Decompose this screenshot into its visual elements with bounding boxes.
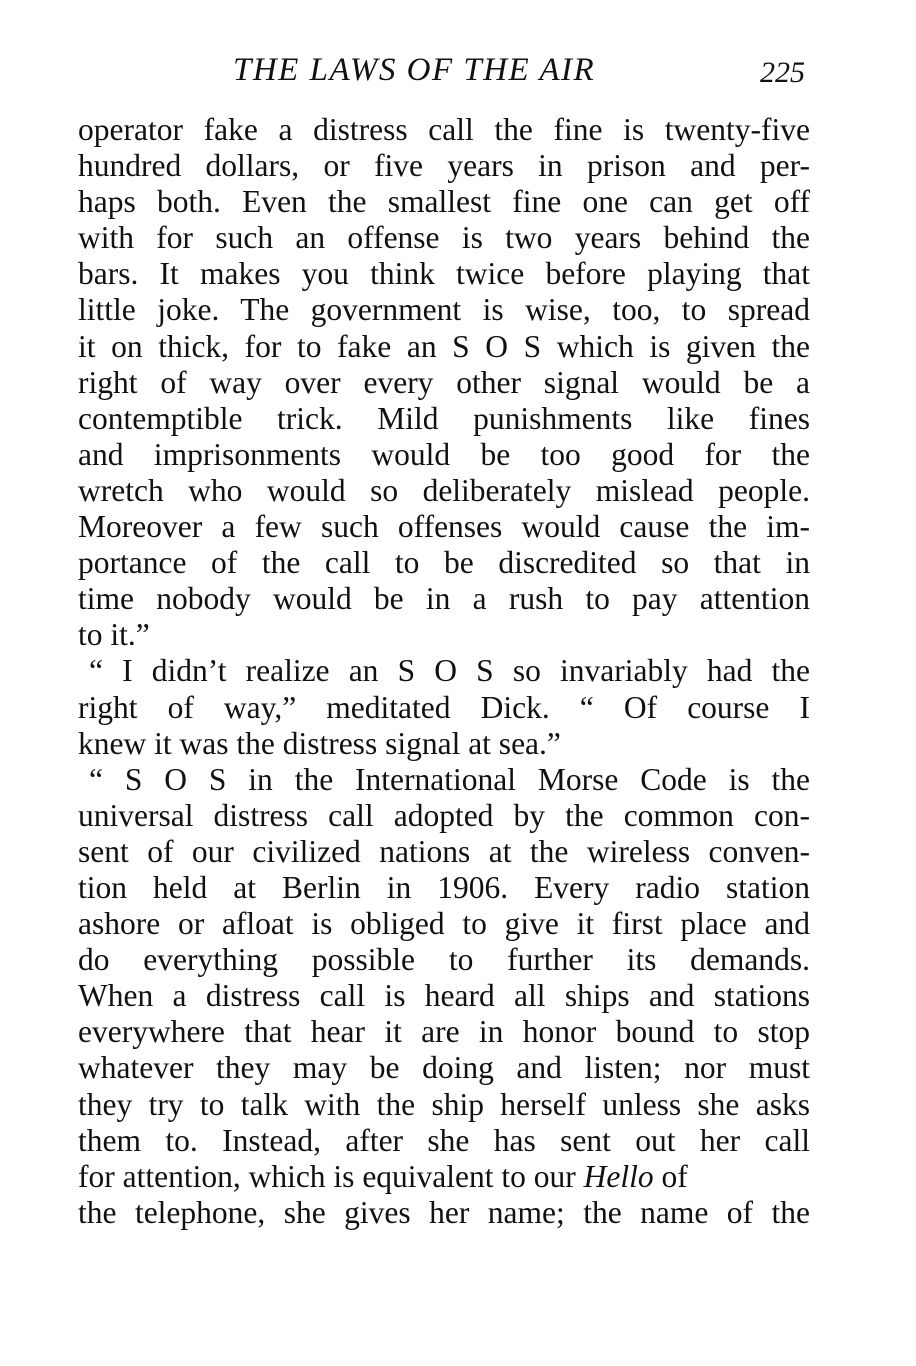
text-line: and imprisonments would be too good for the xyxy=(78,436,810,472)
page-number: 225 xyxy=(760,56,805,89)
text-line: the telephone, she gives her name; the name of the xyxy=(78,1194,810,1230)
text-line: tion held at Berlin in 1906. Every radio station xyxy=(78,869,810,905)
text-line: right of way over every other signal would be a xyxy=(78,364,810,400)
text-line: right of way,” meditated Dick. “ Of course I xyxy=(78,689,810,725)
text-line: do everything possible to further its demands. xyxy=(78,942,810,978)
text-line: they try to talk with the ship herself unless she asks xyxy=(78,1086,810,1122)
text-line: contemptible trick. Mild punishments like fines xyxy=(78,400,810,436)
text-fragment: for attention, which is equivalent to our xyxy=(78,1158,584,1194)
text-line: haps both. Even the smallest fine one can get off xyxy=(78,184,810,220)
running-title: THE LAWS OF THE AIR xyxy=(233,52,596,88)
text-line: it on thick, for to fake an S O S which is given the xyxy=(78,328,810,364)
running-head xyxy=(78,52,813,96)
text-line: little joke. The government is wise, too, to spread xyxy=(78,292,810,328)
text-line: bars. It makes you think twice before playing that xyxy=(78,256,810,292)
text-line: When a distress call is heard all ships and stations xyxy=(78,978,810,1014)
text-line: ashore or afloat is obliged to give it first place and xyxy=(78,906,810,942)
text-line: everywhere that hear it are in honor bound to stop xyxy=(78,1014,810,1050)
text-line: “ S O S in the International Morse Code is the xyxy=(89,761,810,797)
text-line: time nobody would be in a rush to pay attention xyxy=(78,581,810,617)
text-line: wretch who would so deliberately mislead people. xyxy=(78,472,810,508)
text-line: operator fake a distress call the fine is twenty-five xyxy=(78,112,810,147)
text-line: them to. Instead, after she has sent out her call xyxy=(78,1122,810,1158)
text-line: hundred dollars, or five years in prison and per- xyxy=(78,148,810,184)
text-line: “ I didn’t realize an S O S so invariably had the xyxy=(89,653,810,689)
text-line: universal distress call adopted by the common con- xyxy=(78,797,810,833)
text-line: with for such an offense is two years behind the xyxy=(78,220,810,256)
text-line: sent of our civilized nations at the wireless conven- xyxy=(78,833,810,869)
text-fragment: of xyxy=(653,1158,688,1194)
body-text xyxy=(78,112,810,1231)
text-line: to it.” xyxy=(78,617,150,653)
text-line: knew it was the distress signal at sea.” xyxy=(78,725,561,761)
emphasized-word: Hello xyxy=(583,1158,654,1194)
text-line: whatever they may be doing and listen; nor must xyxy=(78,1050,810,1086)
text-line: portance of the call to be discredited so that in xyxy=(78,545,810,581)
text-line: Moreover a few such offenses would cause the im- xyxy=(78,509,810,545)
text-line-with-emphasis xyxy=(78,1159,810,1195)
